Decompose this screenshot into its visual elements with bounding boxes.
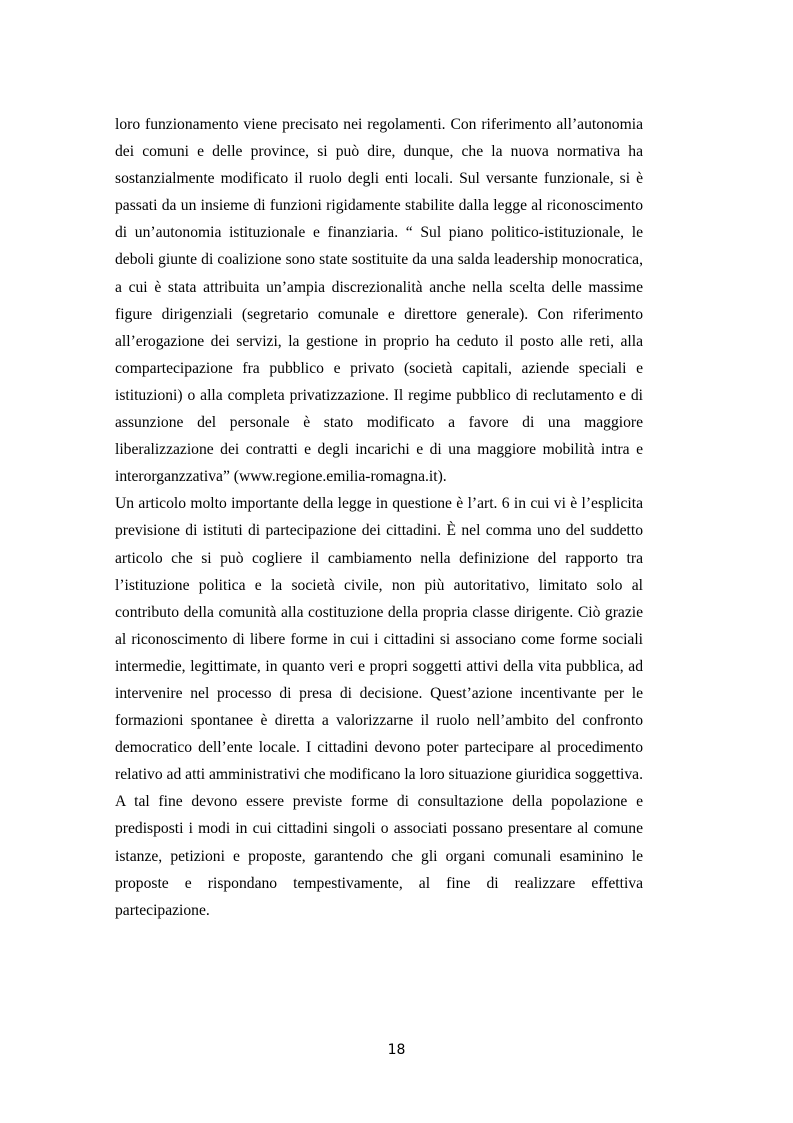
paragraph-1: loro funzionamento viene precisato nei regolamenti. Con riferimento all’autonomia dei comuni e delle province, si può dire, dunque, che la nuova normativa ha sostanzialmente modificato il ruolo degli enti locali. Sul versante funzionale, si è passati da un insieme di funzioni rigidamente stabilite dalla legge al riconoscimento di un’autonomia istituzionale e finanziaria. “ Sul piano politico-istituzionale, le deboli giunte di coalizione sono state sostituite da una salda leadership monocratica, a cui è stata attribuita un’ampia discrezionalità anche nella scelta delle massime figure dirigenziali (segretario comunale e direttore generale). Con riferimento all’erogazione dei servizi, la gestione in proprio ha ceduto il posto alle reti, alla compartecipazione fra pubblico e privato (società capitali, aziende speciali e istituzioni) o alla completa privatizzazione. Il regime pubblico di reclutamento e di assunzione del personale è stato modificato a favore di una maggiore liberalizzazione dei contratti e degli incarichi e di una maggiore mobilità intra e interorganzzativa” (www.regione.emilia-romagna.it). [115,116,643,486]
body-text [115,111,643,924]
page-number: 18 [387,1042,406,1058]
paragraph-2: Un articolo molto importante della legge in questione è l’art. 6 in cui vi è l’esplicita previsione di istituti di partecipazione dei cittadini. È nel comma uno del suddetto articolo che si può cogliere il cambiamento nella definizione del rapporto tra l’istituzione politica e la società civile, non più autoritativo, limitato solo al contributo della comunità alla costituzione della propria classe dirigente. Ciò grazie al riconoscimento di libere forme in cui i cittadini si associano come forme sociali intermedie, legittimate, in quanto veri e propri soggetti attivi della vita pubblica, ad intervenire nel processo di presa di decisione. Quest’azione incentivante per le formazioni spontanee è diretta a valorizzarne il ruolo nell’ambito del confronto democratico dell’ente locale. I cittadini devono poter partecipare al procedimento relativo ad atti amministrativi che modificano la loro situazione giuridica soggettiva. A tal fine devono essere previste forme di consultazione della popolazione e predisposti i modi in cui cittadini singoli o associati possano presentare al comune istanze, petizioni e proposte, garantendo che gli organi comunali esaminino le proposte e rispondano tempestivamente, al fine di realizzare effettiva partecipazione. [115,495,643,919]
